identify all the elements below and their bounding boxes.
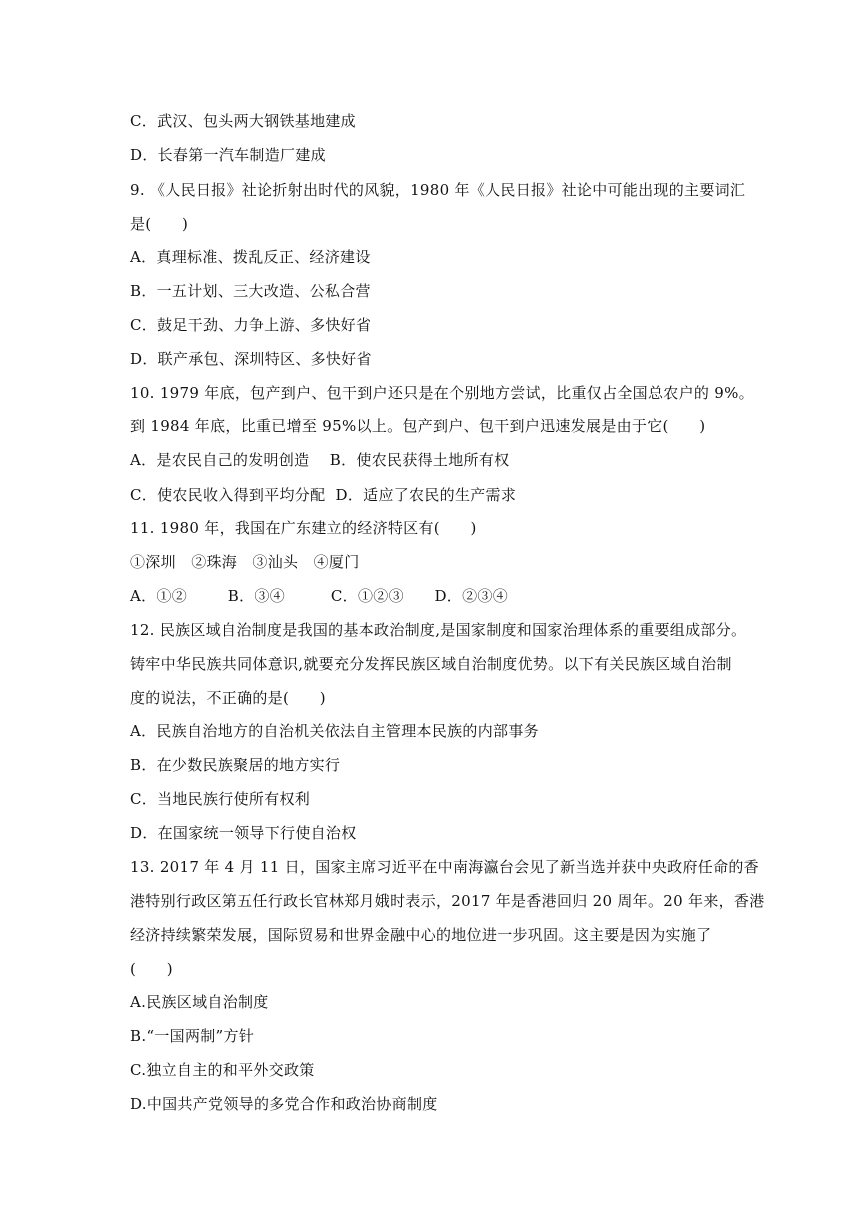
question-13-stem-line-3: 经济持续繁荣发展，国际贸易和世界金融中心的地位进一步巩固。这主要是因为实施了	[130, 926, 712, 944]
question-12-option-a: A．民族自治地方的自治机关依法自主管理本民族的内部事务	[130, 722, 539, 740]
question-9-option-d: D．联产承包、深圳特区、多快好省	[130, 350, 372, 368]
question-13-stem-line-1: 13. 2017 年 4 月 11 日，国家主席习近平在中南海瀛台会见了新当选并获中央政府任命的香	[130, 858, 759, 876]
question-12-stem-line-2: 铸牢中华民族共同体意识,就要充分发挥民族区域自治制度优势。以下有关民族区域自治制	[130, 655, 732, 673]
question-9-stem-line-1: 9. 《人民日报》社论折射出时代的风貌，1980 年《人民日报》社论中可能出现的主要词汇	[130, 181, 746, 199]
question-9-option-a: A．真理标准、拨乱反正、经济建设	[130, 248, 371, 266]
question-10-options-cd: C．使农民收入得到平均分配 D．适应了农民的生产需求	[130, 486, 517, 504]
question-12-option-c: C．当地民族行使所有权利	[130, 790, 311, 808]
question-9-stem-line-2: 是( )	[130, 215, 189, 233]
question-12-stem-line-3: 度的说法，不正确的是( )	[130, 689, 326, 707]
question-8-option-d: D．长春第一汽车制造厂建成	[130, 146, 326, 164]
question-11-items: ①深圳 ②珠海 ③汕头 ④厦门	[130, 553, 360, 571]
question-10-stem-line-1: 10. 1979 年底，包产到户、包干到户还只是在个别地方尝试，比重仅占全国总农户的 9%。	[130, 384, 754, 402]
question-11-stem: 11. 1980 年，我国在广东建立的经济特区有( )	[130, 519, 477, 537]
question-9-option-b: B．一五计划、三大改造、公私合营	[130, 282, 371, 300]
question-9-option-c: C．鼓足干劲、力争上游、多快好省	[130, 316, 372, 334]
question-12-option-b: B．在少数民族聚居的地方实行	[130, 756, 341, 774]
question-12-stem-line-1: 12. 民族区域自治制度是我国的基本政治制度,是国家制度和国家治理体系的重要组成部分。	[130, 621, 747, 639]
question-11-options: A．①② B．③④ C．①②③ D．②③④	[130, 587, 508, 605]
question-8-option-c: C．武汉、包头两大钢铁基地建成	[130, 112, 356, 130]
question-13-stem-line-4: ( )	[130, 960, 173, 978]
question-10-stem-line-2: 到 1984 年底，比重已增至 95%以上。包产到户、包干到户迅速发展是由于它( )	[130, 417, 706, 435]
question-13-option-b: B.“一国两制”方针	[130, 1027, 255, 1045]
question-12-option-d: D．在国家统一领导下行使自治权	[130, 824, 357, 842]
question-13-stem-line-2: 港特别行政区第五任行政长官林郑月娥时表示，2017 年是香港回归 20 周年。20 年来，香港	[130, 892, 765, 910]
question-13-option-a: A.民族区域自治制度	[130, 993, 269, 1011]
question-10-options-ab: A．是农民自己的发明创造 B．使农民获得土地所有权	[130, 451, 510, 469]
question-13-option-d: D.中国共产党领导的多党合作和政治协商制度	[130, 1095, 438, 1113]
question-13-option-c: C.独立自主的和平外交政策	[130, 1061, 315, 1079]
